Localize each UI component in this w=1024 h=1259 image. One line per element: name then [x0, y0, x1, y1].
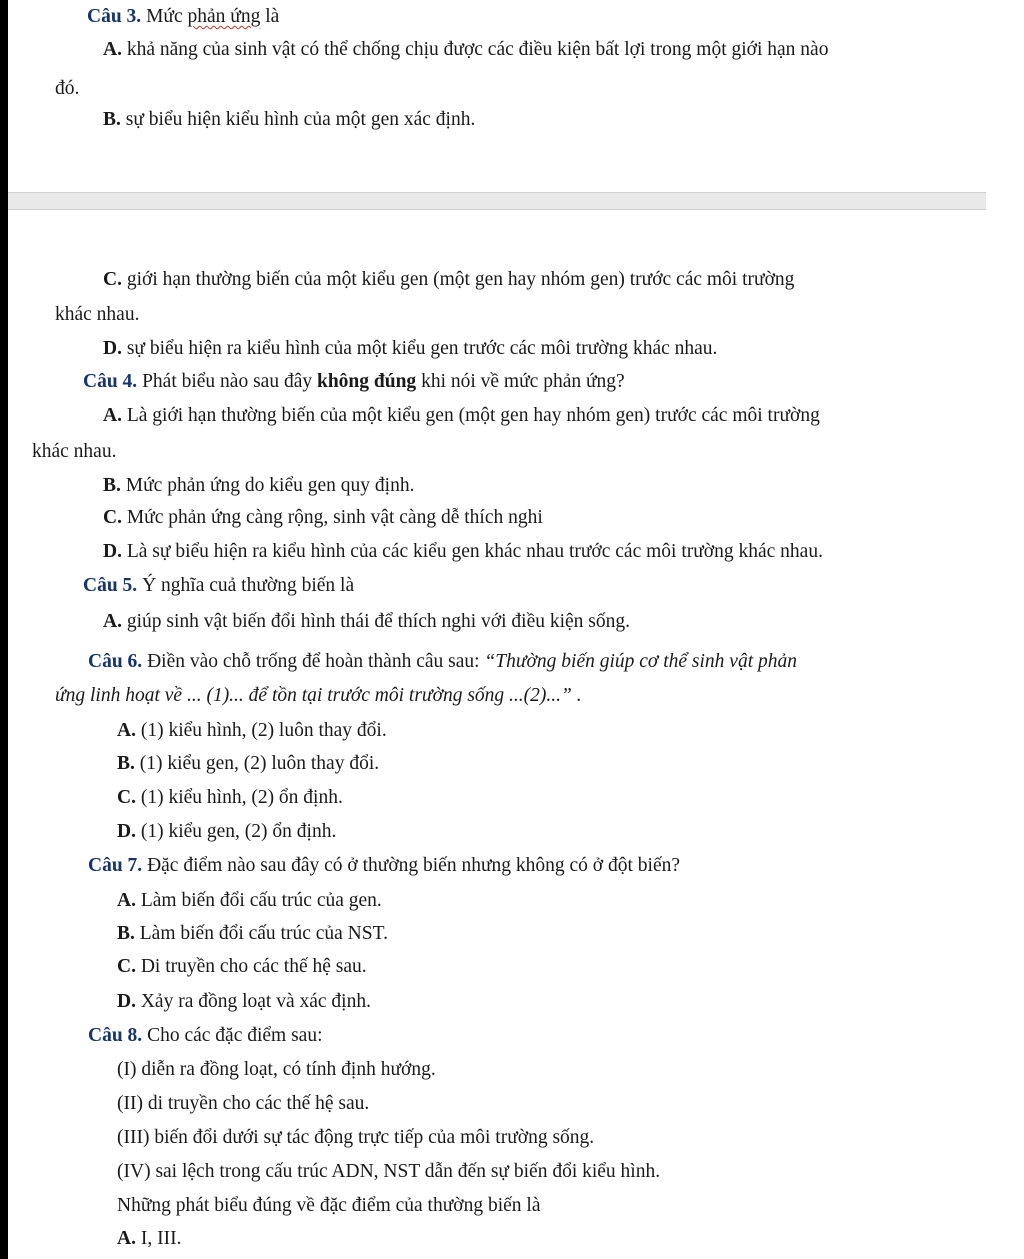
question-7-option-d: D. Xảy ra đồng loạt và xác định.: [117, 991, 371, 1012]
question-4-number: Câu 4.: [83, 371, 138, 392]
question-7-option-b: B. Làm biến đổi cấu trúc của NST.: [117, 923, 388, 944]
question-4-option-a-continued: khác nhau.: [32, 441, 117, 462]
question-3-number: Câu 3.: [87, 6, 142, 27]
question-3-option-a: A. khả năng của sinh vật có thể chống chịu được các điều kiện bất lợi trong một giới hạn nào: [103, 39, 829, 60]
question-6-option-a: A. (1) kiểu hình, (2) luôn thay đổi.: [117, 720, 387, 741]
question-3-option-d: D. sự biểu hiện ra kiểu hình của một kiểu gen trước các môi trường khác nhau.: [103, 338, 718, 359]
question-6-stem: Câu 6. Điền vào chỗ trống để hoàn thành câu sau: “Thường biến giúp cơ thể sinh vật phản: [88, 651, 797, 672]
question-8-prompt: Những phát biểu đúng về đặc điểm của thường biến là: [117, 1195, 541, 1216]
question-8-statement: (I) diễn ra đồng loạt, có tính định hướng.: [117, 1059, 436, 1080]
question-6-option-b: B. (1) kiểu gen, (2) luôn thay đổi.: [117, 753, 380, 774]
page-break-gap: [8, 192, 986, 210]
question-7-number: Câu 7.: [88, 855, 143, 876]
question-4-option-a: A. Là giới hạn thường biến của một kiểu gen (một gen hay nhóm gen) trước các môi trường: [103, 405, 820, 426]
question-6-option-d: D. (1) kiểu gen, (2) ổn định.: [117, 821, 337, 842]
question-4-stem: Câu 4. Phát biểu nào sau đây không đúng khi nói về mức phản ứng?: [83, 371, 625, 392]
question-3-stem: Câu 3. Mức phản ứng là: [87, 6, 280, 27]
question-8-statement: (IV) sai lệch trong cấu trúc ADN, NST dẫn đến sự biến đổi kiểu hình.: [117, 1161, 661, 1182]
question-4-option-c: C. Mức phản ứng càng rộng, sinh vật càng dễ thích nghi: [103, 507, 543, 528]
question-8-stem: Câu 8. Cho các đặc điểm sau:: [88, 1025, 323, 1046]
spellcheck-underline: phản ứng: [187, 6, 261, 27]
question-5-option-a: A. giúp sinh vật biến đổi hình thái để thích nghi với điều kiện sống.: [103, 611, 631, 632]
left-border: [0, 0, 8, 1259]
question-6-stem-continued: ứng linh hoạt về ... (1)... để tồn tại trước môi trường sống ...(2)...” .: [55, 685, 582, 706]
question-5-stem: Câu 5. Ý nghĩa cuả thường biến là: [83, 575, 355, 596]
question-8-statement: (III) biến đổi dưới sự tác động trực tiếp của môi trường sống.: [117, 1127, 595, 1148]
question-6-option-c: C. (1) kiểu hình, (2) ổn định.: [117, 787, 343, 808]
question-8-number: Câu 8.: [88, 1025, 143, 1046]
question-7-option-a: A. Làm biến đổi cấu trúc của gen.: [117, 890, 382, 911]
question-7-stem: Câu 7. Đặc điểm nào sau đây có ở thường biến nhưng không có ở đột biến?: [88, 855, 681, 876]
question-3-option-b: B. sự biểu hiện kiểu hình của một gen xác định.: [103, 109, 476, 130]
question-7-option-c: C. Di truyền cho các thế hệ sau.: [117, 956, 367, 977]
question-4-option-b: B. Mức phản ứng do kiểu gen quy định.: [103, 475, 415, 496]
question-5-number: Câu 5.: [83, 575, 138, 596]
question-3-option-c: C. giới hạn thường biến của một kiểu gen (một gen hay nhóm gen) trước các môi trường: [103, 269, 795, 290]
question-4-option-d: D. Là sự biểu hiện ra kiểu hình của các kiểu gen khác nhau trước các môi trường khác nhau.: [103, 541, 823, 562]
question-8-option-a: A. I, III.: [117, 1228, 182, 1249]
question-8-statement: (II) di truyền cho các thế hệ sau.: [117, 1093, 370, 1114]
question-3-option-c-continued: khác nhau.: [55, 304, 140, 325]
question-6-number: Câu 6.: [88, 651, 143, 672]
question-3-option-a-continued: đó.: [55, 78, 80, 99]
